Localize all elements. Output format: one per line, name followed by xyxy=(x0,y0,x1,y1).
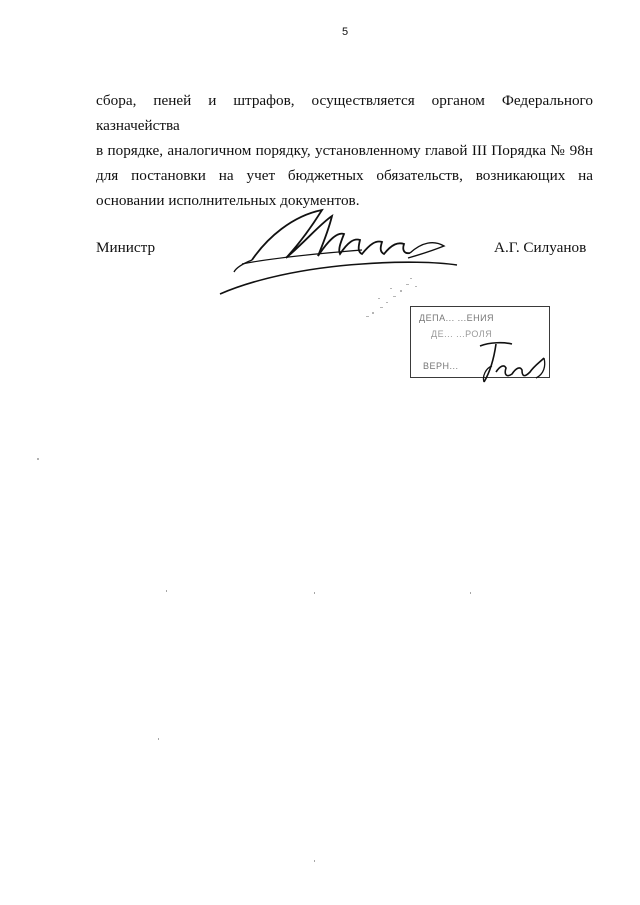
stamp-text-line: ДЕПА... ...ЕНИЯ xyxy=(419,313,495,323)
page-number: 5 xyxy=(341,26,349,38)
scan-speck xyxy=(470,592,471,594)
scan-speck xyxy=(158,738,159,740)
paragraph-line: в порядке, аналогичном порядку, установленному главой III Порядка № 98н xyxy=(96,142,593,159)
signer-title: Министр xyxy=(96,239,156,256)
paragraph-line: сбора, пеней и штрафов, осуществляется органом Федерального казначейства xyxy=(96,92,593,134)
stamp-text-line: ДЕ... ...РОЛЯ xyxy=(431,329,493,339)
scan-speck xyxy=(37,458,39,460)
scan-speck xyxy=(314,860,315,862)
signer-name: А.Г. Силуанов xyxy=(494,239,587,256)
stamp-text-line: ВЕРН... xyxy=(423,361,459,371)
paragraph-line: для постановки на учет бюджетных обязательств, возникающих на xyxy=(96,167,593,184)
scan-speck xyxy=(166,590,167,592)
body-paragraph xyxy=(96,88,593,213)
scan-speck xyxy=(314,592,315,594)
stamp-initials-signature xyxy=(470,338,560,388)
paragraph-line: основании исполнительных документов. xyxy=(96,192,360,209)
